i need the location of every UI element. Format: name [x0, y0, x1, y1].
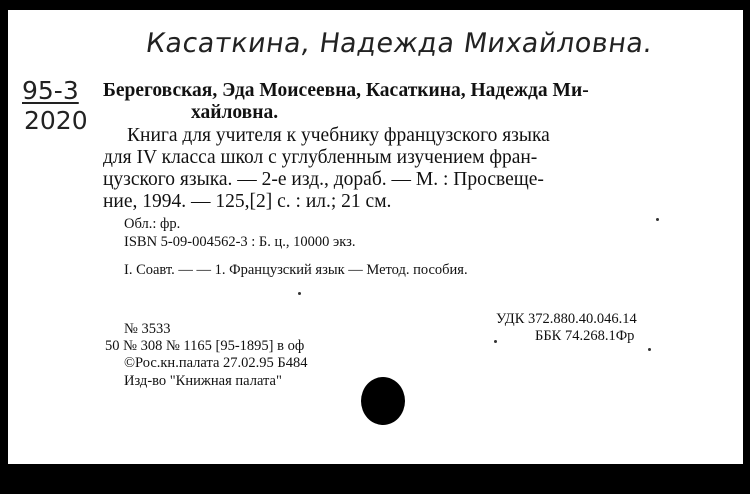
- bbk-code: ББК 74.268.1Фр: [535, 328, 635, 344]
- title-line-2: для IV класса школ с углубленным изучением фран-: [103, 147, 538, 168]
- catalog-card: [8, 10, 743, 464]
- author-entry: [103, 80, 663, 124]
- handwritten-heading: Касаткина, Надежда Михайловна.: [143, 28, 655, 59]
- call-year: 2020: [24, 106, 88, 135]
- call-number: 95-3: [22, 76, 79, 105]
- handwritten-call-number: [22, 76, 88, 136]
- title-line-1: Книга для учителя к учебнику французского языка: [127, 125, 550, 146]
- title-line-3: цузского языка. — 2-е изд., дораб. — М. : Просвеще-: [103, 169, 544, 190]
- speck: [656, 218, 659, 221]
- udc-code: УДК 372.880.40.046.14: [496, 311, 637, 327]
- title-entry: [103, 125, 663, 213]
- cover-note: Обл.: фр.: [124, 216, 181, 232]
- title-line-4: ние, 1994. — 125,[2] с. : ил.; 21 см.: [103, 191, 392, 212]
- subject-tracings: I. Соавт. — — 1. Французский язык — Метод. пособия.: [124, 262, 468, 278]
- speck: [298, 292, 301, 295]
- tracking-line: 50 № 308 № 1165 [95-1895] в оф: [105, 338, 305, 354]
- book-chamber-line: ©Рос.кн.палата 27.02.95 Б484: [124, 355, 308, 371]
- ink-blot: [361, 377, 405, 425]
- publisher-line: Изд-во "Книжная палата": [124, 373, 282, 389]
- speck: [648, 348, 651, 351]
- isbn-line: ISBN 5-09-004562-3 : Б. ц., 10000 экз.: [124, 234, 356, 250]
- speck: [494, 340, 497, 343]
- author-line-2: хайловна.: [191, 102, 279, 123]
- record-number: № 3533: [124, 321, 171, 337]
- author-line-1: Береговская, Эда Моисеевна, Касаткина, Надежда Ми-: [103, 80, 589, 101]
